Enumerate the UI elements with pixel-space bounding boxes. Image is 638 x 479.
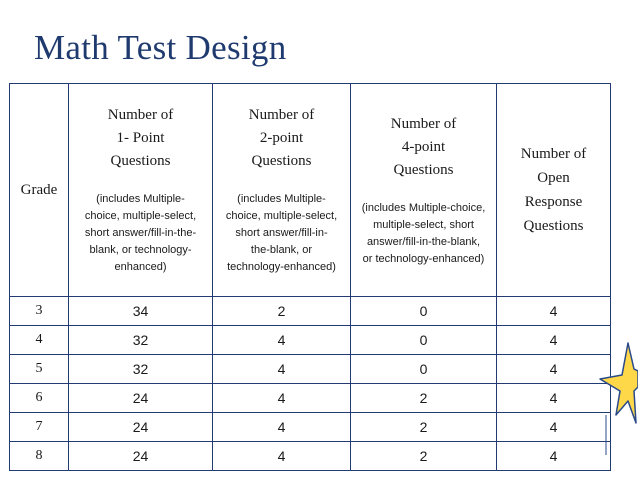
note-line: short answer/fill-in-the-: [84, 227, 197, 239]
cell-four-point: 2: [351, 384, 497, 413]
table-row: [10, 326, 611, 355]
cell-two-point: 4: [213, 442, 351, 471]
header-open-line: Response: [524, 194, 583, 210]
note-line: enhanced): [114, 261, 167, 273]
cell-grade: 6: [10, 384, 69, 413]
cell-four-point: 0: [351, 355, 497, 384]
star-shape: [600, 343, 638, 423]
cell-grade: 7: [10, 413, 69, 442]
header-four-point-line3: Questions: [393, 161, 454, 178]
cell-grade: 4: [10, 326, 69, 355]
note-line: (includes Multiple-choice,: [361, 201, 486, 214]
cell-one-point: 32: [69, 355, 213, 384]
cell-one-point: 34: [69, 297, 213, 326]
header-grade: Grade: [10, 84, 69, 297]
cell-open: 4: [497, 355, 611, 384]
cell-two-point: 4: [213, 355, 351, 384]
cell-two-point: 2: [213, 297, 351, 326]
cell-grade: 3: [10, 297, 69, 326]
header-two-point-line3: Questions: [251, 153, 312, 169]
note-line: or technology-enhanced): [362, 252, 485, 265]
cell-four-point: 2: [351, 442, 497, 471]
page-title: Math Test Design: [34, 28, 287, 67]
cell-one-point: 24: [69, 442, 213, 471]
cell-two-point: 4: [213, 413, 351, 442]
header-two-point: [213, 84, 351, 297]
note-line: (includes Multiple-: [237, 193, 326, 205]
header-two-point-line1: Number of: [248, 107, 315, 123]
cell-open: 4: [497, 326, 611, 355]
table-header-row: [10, 84, 611, 297]
cell-open: 4: [497, 384, 611, 413]
header-four-point-note: [351, 200, 496, 268]
cell-two-point: 4: [213, 384, 351, 413]
table-row: [10, 442, 611, 471]
header-one-point-line2: 1- Point: [116, 130, 165, 146]
note-line: the-blank, or: [250, 244, 313, 256]
cell-open: 4: [497, 442, 611, 471]
cell-four-point: 2: [351, 413, 497, 442]
note-line: multiple-select, short: [373, 218, 474, 231]
star-icon: [598, 335, 638, 455]
table-row: [10, 355, 611, 384]
test-design-table: [9, 83, 611, 471]
table-row: [10, 384, 611, 413]
header-one-point-line1: Number of: [107, 107, 174, 123]
cell-one-point: 32: [69, 326, 213, 355]
cell-four-point: 0: [351, 297, 497, 326]
cell-one-point: 24: [69, 384, 213, 413]
header-four-point: [351, 84, 497, 297]
table-row: [10, 413, 611, 442]
cell-grade: 5: [10, 355, 69, 384]
cell-four-point: 0: [351, 326, 497, 355]
cell-grade: 8: [10, 442, 69, 471]
note-line: choice, multiple-select,: [84, 210, 197, 222]
cell-open: 4: [497, 413, 611, 442]
header-one-point-note: [69, 191, 212, 276]
cell-one-point: 24: [69, 413, 213, 442]
header-open-line: Questions: [523, 218, 584, 234]
header-four-point-line1: Number of: [390, 115, 457, 132]
header-open-line: Number of: [520, 146, 587, 162]
header-one-point: [69, 84, 213, 297]
note-line: answer/fill-in-the-blank,: [366, 235, 481, 248]
note-line: (includes Multiple-: [96, 193, 185, 205]
note-line: blank, or technology-: [89, 244, 192, 256]
note-line: short answer/fill-in-: [235, 227, 328, 239]
header-open-line: Open: [537, 170, 570, 186]
header-open-response: [497, 84, 611, 297]
cell-two-point: 4: [213, 326, 351, 355]
header-two-point-note: [213, 191, 350, 276]
note-line: technology-enhanced): [227, 261, 336, 273]
note-line: choice, multiple-select,: [225, 210, 338, 222]
header-one-point-line3: Questions: [110, 153, 171, 169]
header-two-point-line2: 2-point: [259, 130, 304, 146]
header-four-point-line2: 4-point: [401, 138, 446, 155]
cell-open: 4: [497, 297, 611, 326]
table-row: [10, 297, 611, 326]
